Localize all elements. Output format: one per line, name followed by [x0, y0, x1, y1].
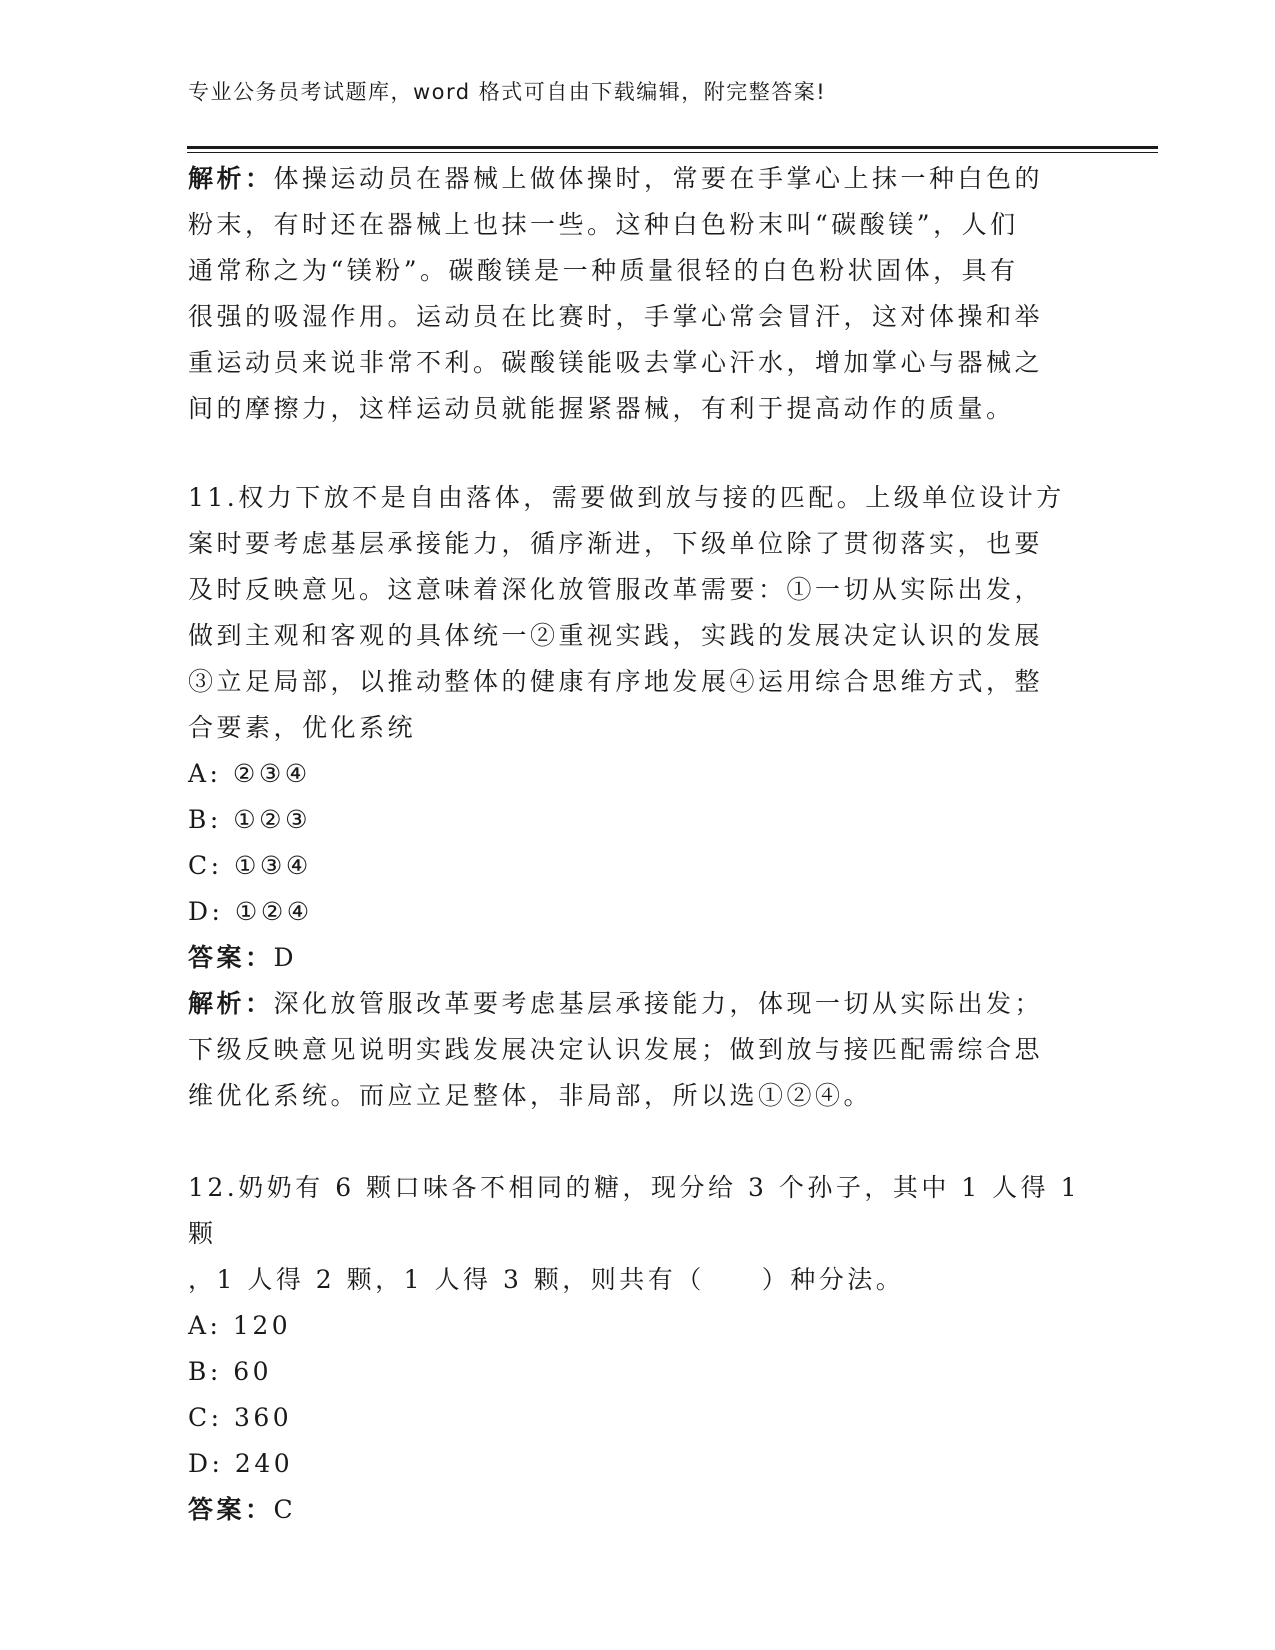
answer — [188, 935, 1088, 981]
analysis-line: 维优化系统。而应立足整体，非局部，所以选①②④。 — [188, 1081, 873, 1110]
analysis-label: 解析： — [188, 164, 274, 193]
question-stem-line: 案时要考虑基层承接能力，循序渐进，下级单位除了贯彻落实，也要 — [188, 529, 1044, 558]
analysis-line: 间的摩擦力，这样运动员就能握紧器械，有利于提高动作的质量。 — [188, 394, 1015, 423]
option-c: C: 360 — [188, 1403, 293, 1432]
answer-label: 答案： — [188, 1495, 274, 1524]
analysis-label: 解析： — [188, 989, 274, 1018]
question-stem-line: 12.奶奶有 6 颗口味各不相同的糖，现分给 3 个孙子，其中 1 人得 1 颗 — [188, 1173, 1081, 1248]
question-stem-line: 11.权力下放不是自由落体，需要做到放与接的匹配。上级单位设计方 — [188, 483, 1065, 512]
option-d: D: 240 — [188, 1449, 294, 1478]
page-header: 专业公务员考试题库，word 格式可自由下载编辑，附完整答案! — [188, 80, 827, 104]
question-stem-line: 及时反映意见。这意味着深化放管服改革需要：①一切从实际出发， — [188, 575, 1044, 604]
question-12 — [188, 1165, 1088, 1533]
question-stem-line: ，1 人得 2 颗，1 人得 3 颗，则共有（ ）种分法。 — [188, 1265, 905, 1294]
analysis-line: 下级反映意见说明实践发展决定认识发展；做到放与接匹配需综合思 — [188, 1035, 1044, 1064]
analysis-line: 解析：体操运动员在器械上做体操时，常要在手掌心上抹一种白色的 — [188, 164, 1044, 193]
question-stem-line: 合要素，优化系统 — [188, 713, 417, 742]
answer-value: D — [273, 943, 298, 972]
answer — [188, 1487, 1088, 1533]
question-stem-line: ③立足局部，以推动整体的健康有序地发展④运用综合思维方式，整 — [188, 667, 1044, 696]
option-a: A: 120 — [188, 1311, 292, 1340]
analysis-line: 粉末，有时还在器械上也抹一些。这种白色粉末叫“碳酸镁”，人们 — [188, 210, 1019, 239]
option-c: C: ①③④ — [188, 851, 312, 880]
header-rule — [187, 146, 1158, 149]
option-b: B: 60 — [188, 1357, 273, 1386]
analysis-line: 重运动员来说非常不利。碳酸镁能吸去掌心汗水，增加掌心与器械之 — [188, 348, 1044, 377]
answer-value: C — [273, 1495, 297, 1524]
header-rule-thin — [187, 152, 1158, 153]
question-stem-line: 做到主观和客观的具体统一②重视实践，实践的发展决定认识的发展 — [188, 621, 1044, 650]
option-d: D: ①②④ — [188, 897, 313, 926]
question-11 — [188, 475, 1088, 1119]
answer-label: 答案： — [188, 943, 274, 972]
analysis-line: 很强的吸湿作用。运动员在比赛时，手掌心常会冒汗，这对体操和举 — [188, 302, 1044, 331]
option-b: B: ①②③ — [188, 805, 311, 834]
prev-analysis — [188, 156, 1088, 432]
analysis-line: 通常称之为“镁粉”。碳酸镁是一种质量很轻的白色粉状固体，具有 — [188, 256, 1019, 285]
option-a: A: ②③④ — [188, 759, 311, 788]
analysis-line: 解析：深化放管服改革要考虑基层承接能力，体现一切从实际出发； — [188, 989, 1044, 1018]
